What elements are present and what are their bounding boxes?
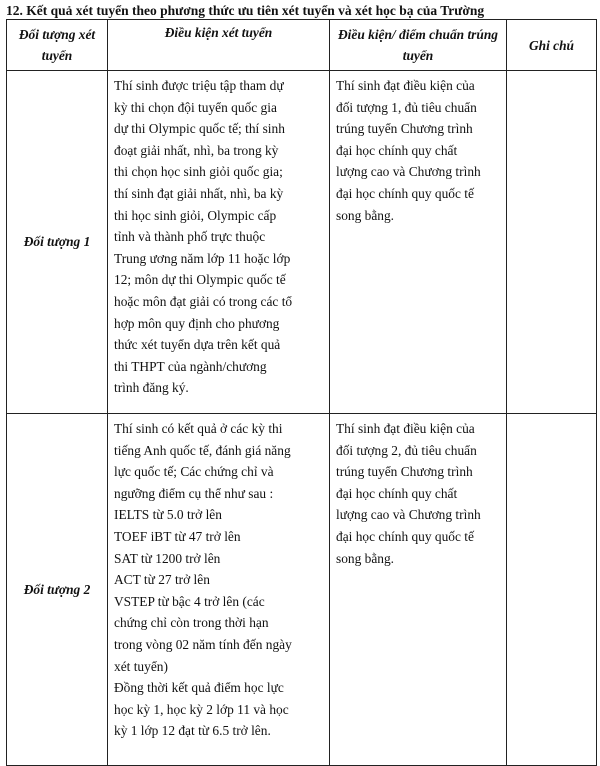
result-cell (330, 414, 507, 766)
text-line: Thí sinh có kết quả ở các kỳ thi (114, 421, 283, 436)
text-line: đại học chính quy chất (336, 485, 458, 501)
result-cell (330, 71, 507, 414)
header-doi-tuong: Đối tượng xét tuyển (7, 20, 108, 71)
text-line: học kỳ 1, học kỳ 2 lớp 11 và học (114, 701, 289, 717)
text-line: đại học chính quy quốc tế (336, 185, 474, 201)
text-line: lượng cao và Chương trình (336, 164, 481, 180)
condition-lines (114, 418, 325, 742)
text-line: 12; môn dự thi Olympic quốc tế (114, 272, 286, 288)
text-line: đoạt giải nhất, nhì, ba trong kỳ (114, 142, 279, 158)
text-line: trình đăng ký. (114, 380, 189, 396)
text-line: hợp môn quy định cho phương (114, 315, 280, 331)
admission-results-table (6, 19, 597, 766)
condition-lines (114, 75, 325, 399)
text-line: SAT từ 1200 trở lên (114, 550, 221, 566)
text-line: Thí sinh đạt điều kiện của (336, 78, 475, 93)
text-line: đối tượng 2, đủ tiêu chuẩn (336, 442, 477, 458)
text-line: song bằng. (336, 550, 395, 566)
text-line: thí sinh đạt giải nhất, nhì, ba kỳ (114, 185, 284, 201)
text-line: VSTEP từ bậc 4 trở lên (các (114, 593, 265, 609)
table-row (7, 414, 597, 766)
text-line: ngưỡng điểm cụ thể như sau : (114, 485, 274, 501)
text-line: chứng chỉ còn trong thời hạn (114, 615, 269, 631)
text-line: tiếng Anh quốc tế, đánh giá năng (114, 442, 291, 458)
header-ghi-chu: Ghi chú (507, 20, 597, 71)
text-line: thức xét tuyển dựa trên kết quả (114, 337, 281, 353)
text-line: lượng cao và Chương trình (336, 507, 481, 523)
text-line: đại học chính quy chất (336, 142, 458, 158)
text-line: song bằng. (336, 207, 395, 223)
text-line: thi học sinh giỏi, Olympic cấp (114, 207, 277, 223)
result-lines (336, 75, 502, 226)
header-diem-chuan: Điều kiện/ điểm chuẩn trúng tuyển (330, 20, 507, 71)
text-line: Trung ương năm lớp 11 hoặc lớp (114, 250, 291, 266)
condition-cell (108, 414, 330, 766)
text-line: TOEF iBT từ 47 trở lên (114, 528, 241, 544)
text-line: trong vòng 02 năm tính đến ngày (114, 636, 292, 652)
text-line: kỳ 1 lớp 12 đạt từ 6.5 trở lên. (114, 723, 271, 739)
text-line: xét tuyển) (114, 658, 168, 674)
text-line: tỉnh và thành phố trực thuộc (114, 229, 266, 245)
text-line: ACT từ 27 trở lên (114, 572, 210, 588)
text-line: Thí sinh được triệu tập tham dự (114, 78, 284, 93)
header-dieu-kien: Điều kiện xét tuyển (108, 20, 330, 71)
text-line: trúng tuyển Chương trình (336, 464, 473, 480)
text-line: đại học chính quy quốc tế (336, 528, 474, 544)
text-line: thi THPT của ngành/chương (114, 358, 267, 374)
row-label: Đối tượng 2 (7, 414, 108, 766)
text-line: lực quốc tế; Các chứng chỉ và (114, 464, 274, 480)
text-line: dự thi Olympic quốc tế; thí sinh (114, 121, 285, 137)
result-lines (336, 418, 502, 569)
row-label: Đối tượng 1 (7, 71, 108, 414)
text-line: Thí sinh đạt điều kiện của (336, 421, 475, 436)
text-line: hoặc môn đạt giải có trong các tổ (114, 293, 293, 309)
condition-cell (108, 71, 330, 414)
text-line: đối tượng 1, đủ tiêu chuẩn (336, 99, 477, 115)
text-line: kỳ thi chọn đội tuyển quốc gia (114, 99, 277, 115)
text-line: thi chọn học sinh giỏi quốc gia; (114, 164, 283, 180)
text-line: trúng tuyển Chương trình (336, 121, 473, 137)
table-row (7, 71, 597, 414)
table-header-row (7, 20, 597, 71)
text-line: Đồng thời kết quả điểm học lực (114, 680, 284, 696)
section-title: 12. Kết quả xét tuyển theo phương thức ưu tiên xét tuyển và xét học bạ của Trường (6, 3, 485, 18)
note-cell (507, 414, 597, 766)
text-line: IELTS từ 5.0 trở lên (114, 507, 222, 523)
note-cell (507, 71, 597, 414)
